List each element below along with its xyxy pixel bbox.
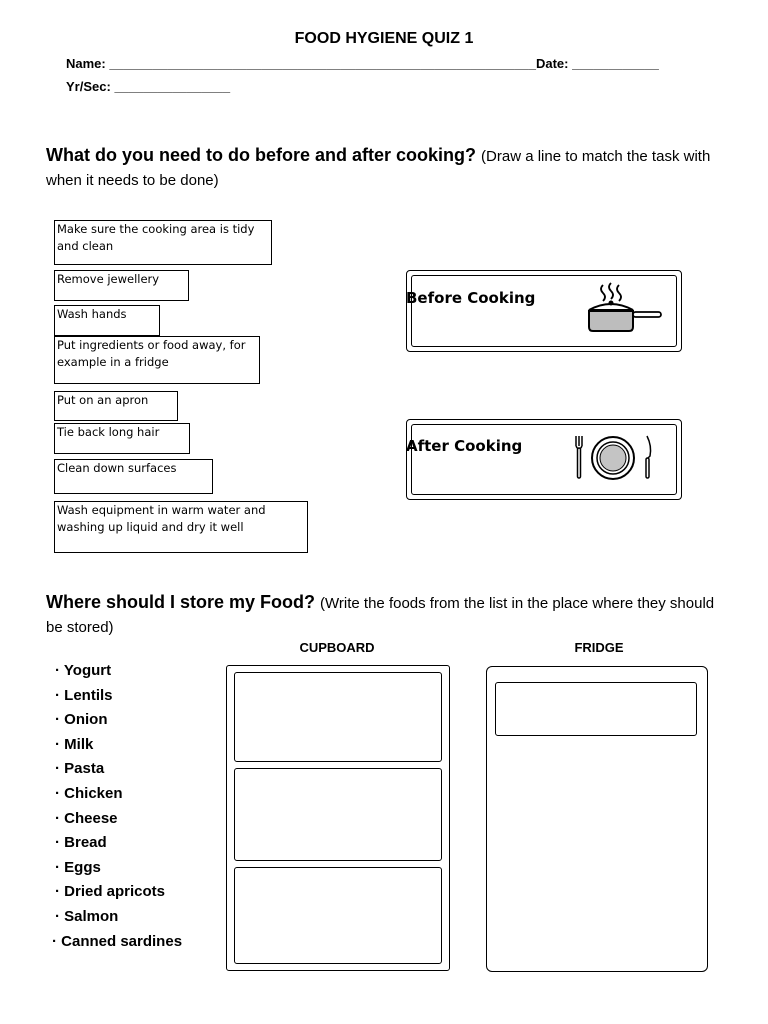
yrsec-field[interactable] <box>66 79 230 94</box>
section1-question: What do you need to do before and after cooking? <box>46 145 477 165</box>
date-blank[interactable]: ____________ <box>572 56 659 71</box>
list-item: · Bread <box>55 834 107 852</box>
task-box[interactable]: Remove jewellery <box>54 270 189 301</box>
list-item: · Eggs <box>55 858 101 876</box>
list-item: · Milk <box>55 735 94 753</box>
after-cooking-box[interactable] <box>406 419 682 500</box>
cupboard-shelf-3[interactable] <box>234 867 442 964</box>
task-box[interactable]: Make sure the cooking area is tidy and clean <box>54 220 272 265</box>
list-item: · Lentils <box>55 686 113 704</box>
section2-heading <box>46 591 726 639</box>
list-item: · Canned sardines <box>52 932 183 950</box>
name-label: Name: <box>66 56 106 71</box>
name-blank[interactable]: ___________________________________________________________ <box>109 56 536 71</box>
list-item: · Salmon <box>55 907 119 925</box>
list-item: · Cheese <box>55 809 118 827</box>
saucepan-icon <box>585 277 665 335</box>
task-box[interactable]: Wash hands <box>54 305 160 336</box>
before-cooking-label: Before Cooking <box>406 289 536 307</box>
plate-cutlery-icon <box>571 432 661 482</box>
fridge-box[interactable] <box>486 666 708 972</box>
cupboard-box <box>226 665 450 971</box>
page-title: FOOD HYGIENE QUIZ 1 <box>294 30 474 47</box>
after-cooking-label: After Cooking <box>406 437 523 455</box>
list-item: · Yogurt <box>55 662 112 679</box>
cupboard-label: CUPBOARD <box>299 640 375 655</box>
task-box[interactable]: Tie back long hair <box>54 423 190 454</box>
task-box[interactable]: Put ingredients or food away, for example in a fridge <box>54 336 260 384</box>
task-box[interactable]: Wash equipment in warm water and washing up liquid and dry it well <box>54 501 308 553</box>
task-box[interactable]: Put on an apron <box>54 391 178 421</box>
yrsec-blank[interactable]: ________________ <box>114 79 231 94</box>
list-item: · Pasta <box>55 760 105 778</box>
section2-question: Where should I store my Food? <box>46 592 316 612</box>
food-list <box>52 659 183 954</box>
date-label: Date: <box>535 56 569 71</box>
yrsec-label: Yr/Sec: <box>66 79 111 94</box>
task-box[interactable]: Clean down surfaces <box>54 459 213 494</box>
list-item: · Dried apricots <box>55 883 166 901</box>
list-item: · Chicken <box>55 784 123 802</box>
fridge-label: FRIDGE <box>574 640 624 655</box>
section2-instruction: (Write the foods from the list in the place where they should be stored) <box>46 595 715 636</box>
cupboard-shelf-1[interactable] <box>234 672 442 762</box>
list-item: · Onion <box>55 711 108 729</box>
before-cooking-box[interactable] <box>406 270 682 352</box>
section1-heading <box>46 144 716 192</box>
fridge-shelf[interactable] <box>495 682 697 736</box>
cupboard-shelf-2[interactable] <box>234 768 442 861</box>
name-field[interactable] <box>66 56 659 71</box>
section1-instruction: (Draw a line to match the task with when it needs to be done) <box>46 148 711 189</box>
